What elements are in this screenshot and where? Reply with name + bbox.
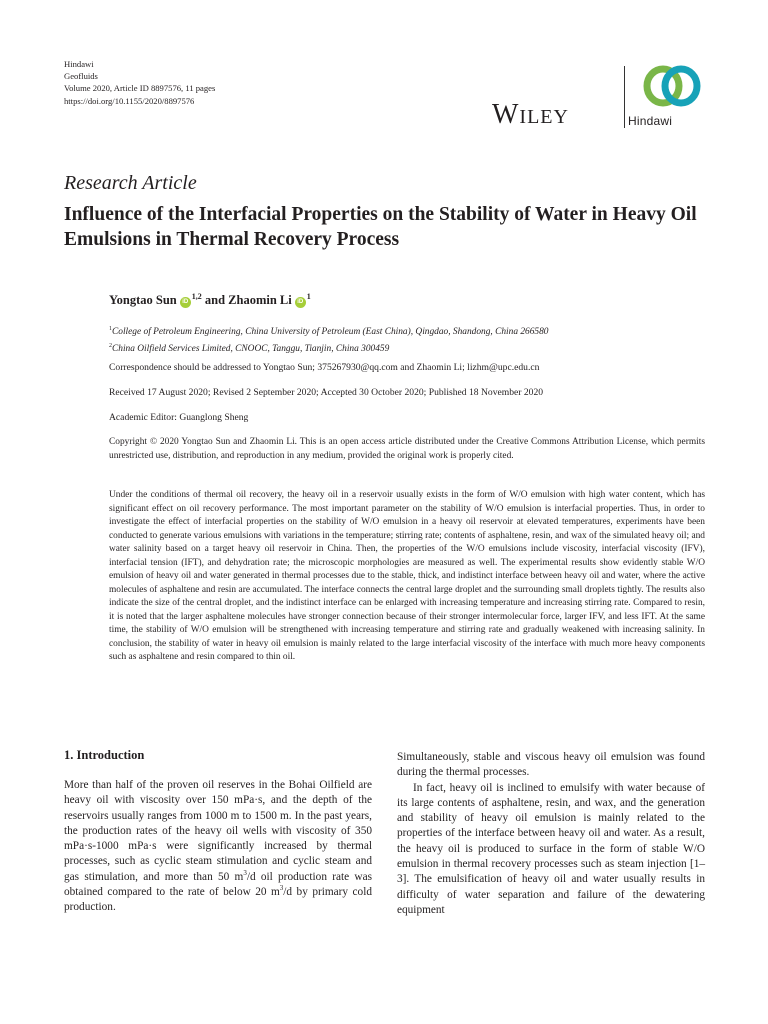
publisher-name: Hindawi: [64, 59, 94, 69]
body-text: /d oil production rate was obtained compared to the rate of below 20 m: [64, 870, 372, 899]
body-paragraph: In fact, heavy oil is inclined to emulsify with water because of its large contents of asphaltene, resin, and wax, and the generation and stability of heavy oil emulsion is mainly related to the properties of the interface between heavy oil and water. As a result, the heavy oil is produced to surface in the form of stable W/O emulsion in thermal recovery processes such as steam injection [1–3]. The emulsification of heavy oil and water usually results in difficulty of water separation and failure of the dewatering equipment: [397, 781, 705, 916]
journal-meta: [64, 58, 215, 107]
author-name[interactable]: Zhaomin Li: [228, 293, 292, 307]
affiliation-text: College of Petroleum Engineering, China University of Petroleum (East China), Qingdao, Shandong, China 266580: [112, 327, 549, 337]
article-type: Research Article: [64, 172, 197, 194]
body-text: More than half of the proven oil reserves in the Bohai Oilfield are heavy oil with viscosity over 150 mPa·s, and the depth of the reservoirs usually ranges from 1000 m to 1500 m. In the past years, the production rates of the heavy oil wells with viscosity of 350 mPa·s-1000 mPa·s were significantly increased by thermal processes, such as cyclic steam stimulation and cyclic steam and gas stimulation, and more than 50 m: [64, 779, 372, 883]
hindawi-wordmark: Hindawi: [628, 114, 673, 128]
right-column: [397, 750, 705, 918]
logo-divider: [624, 66, 625, 128]
orcid-icon[interactable]: iD: [295, 297, 306, 308]
hindawi-logo-icon: [637, 64, 707, 108]
journal-name: Geofluids: [64, 71, 98, 82]
body-paragraph: Simultaneously, stable and viscous heavy oil emulsion was found during the thermal processes.: [397, 751, 705, 779]
affiliation-2: [109, 339, 549, 356]
superscript: 3: [279, 884, 284, 893]
affiliations: [109, 322, 549, 356]
abstract: Under the conditions of thermal oil recovery, the heavy oil in a reservoir usually exists in the form of W/O emulsion with high water content, which has significant effect on oil recovery performance. The most important parameter on the stability of W/O emulsion is interfacial properties. Thus, in order to investigate the effect of interfacial properties on the stability of W/O emulsion in a heavy oil reservoir at elevated temperatures, experiments have been conducted to generate various emulsions with variations in the temperature; stirring rate; contents of asphaltene, resin, and wax of the simulated heavy oil; and water salinity based on a target heavy oil reservoir in China. Then, the properties of the W/O emulsions include viscosity, interfacial viscosity (IFV), interfacial tension (IFT), and dehydration rate; the microscopic morphologies are measured as well. The experimental results show evidently stable W/O emulsion of heavy oil and water generated in thermal processes due to the stable, thick, and indistinct interface between heavy oil and water, where the active molecules of asphaltene and resin are accumulated. The interface connects the central large droplet and the surrounding small droplets tightly. The results also indicate the size of the central droplet, and the indistinct interface can be enlarged with increasing temperature and increasing stirring rate. Compared to resin, it is noted that the larger asphaltene molecules have stronger connection because of their stronger intermolecular force, larger IFV, and less IFT. At the same time, the stability of W/O emulsion will be strengthened with increasing temperature and stirring rate and gradually weakened with increasing salinity. In conclusion, the stability of water in heavy oil emulsion is mainly related to the large interfacial viscosity of the interface with much more heavy components such as asphaltene and resin compared to thin oil.: [109, 490, 705, 662]
wiley-logo: Wiley: [492, 99, 569, 130]
section-heading: 1. Introduction: [64, 748, 145, 762]
academic-editor: Academic Editor: Guanglong Sheng: [109, 412, 249, 423]
copyright-notice: Copyright © 2020 Yongtao Sun and Zhaomin Li. This is an open access article distributed under the Creative Commons Attribution License, which permits unrestricted use, distribution, and reproduction in any medium, provided the original work is properly cited.: [109, 437, 705, 461]
body-text: /d by primary cold production.: [64, 886, 372, 914]
affiliation-marker: 1: [109, 326, 112, 332]
history-dates: Received 17 August 2020; Revised 2 September 2020; Accepted 30 October 2020; Published 18 November 2020: [109, 387, 544, 398]
author-affiliation-marker: 1,2: [191, 292, 202, 301]
affiliation-1: [109, 322, 549, 339]
superscript: 3: [243, 868, 247, 877]
author-conjunction: and: [204, 293, 226, 307]
author-affiliation-marker: 1: [306, 292, 311, 301]
author-list: [109, 292, 311, 308]
affiliation-marker: 2: [109, 343, 112, 349]
correspondence-line: Correspondence should be addressed to Yongtao Sun; 375267930@qq.com and Zhaomin Li; lizhm@upc.edu.cn: [109, 362, 540, 373]
doi-link[interactable]: https://doi.org/10.1155/2020/8897576: [64, 95, 195, 106]
left-column: [64, 778, 372, 916]
author-name[interactable]: Yongtao Sun: [109, 293, 177, 307]
orcid-icon[interactable]: iD: [180, 297, 191, 308]
article-title: Influence of the Interfacial Properties on the Stability of Water in Heavy Oil Emulsions in Thermal Recovery Process: [64, 204, 697, 250]
affiliation-text: China Oilfield Services Limited, CNOOC, Tanggu, Tianjin, China 300459: [112, 344, 390, 354]
volume-line: Volume 2020, Article ID 8897576, 11 pages: [64, 83, 216, 94]
